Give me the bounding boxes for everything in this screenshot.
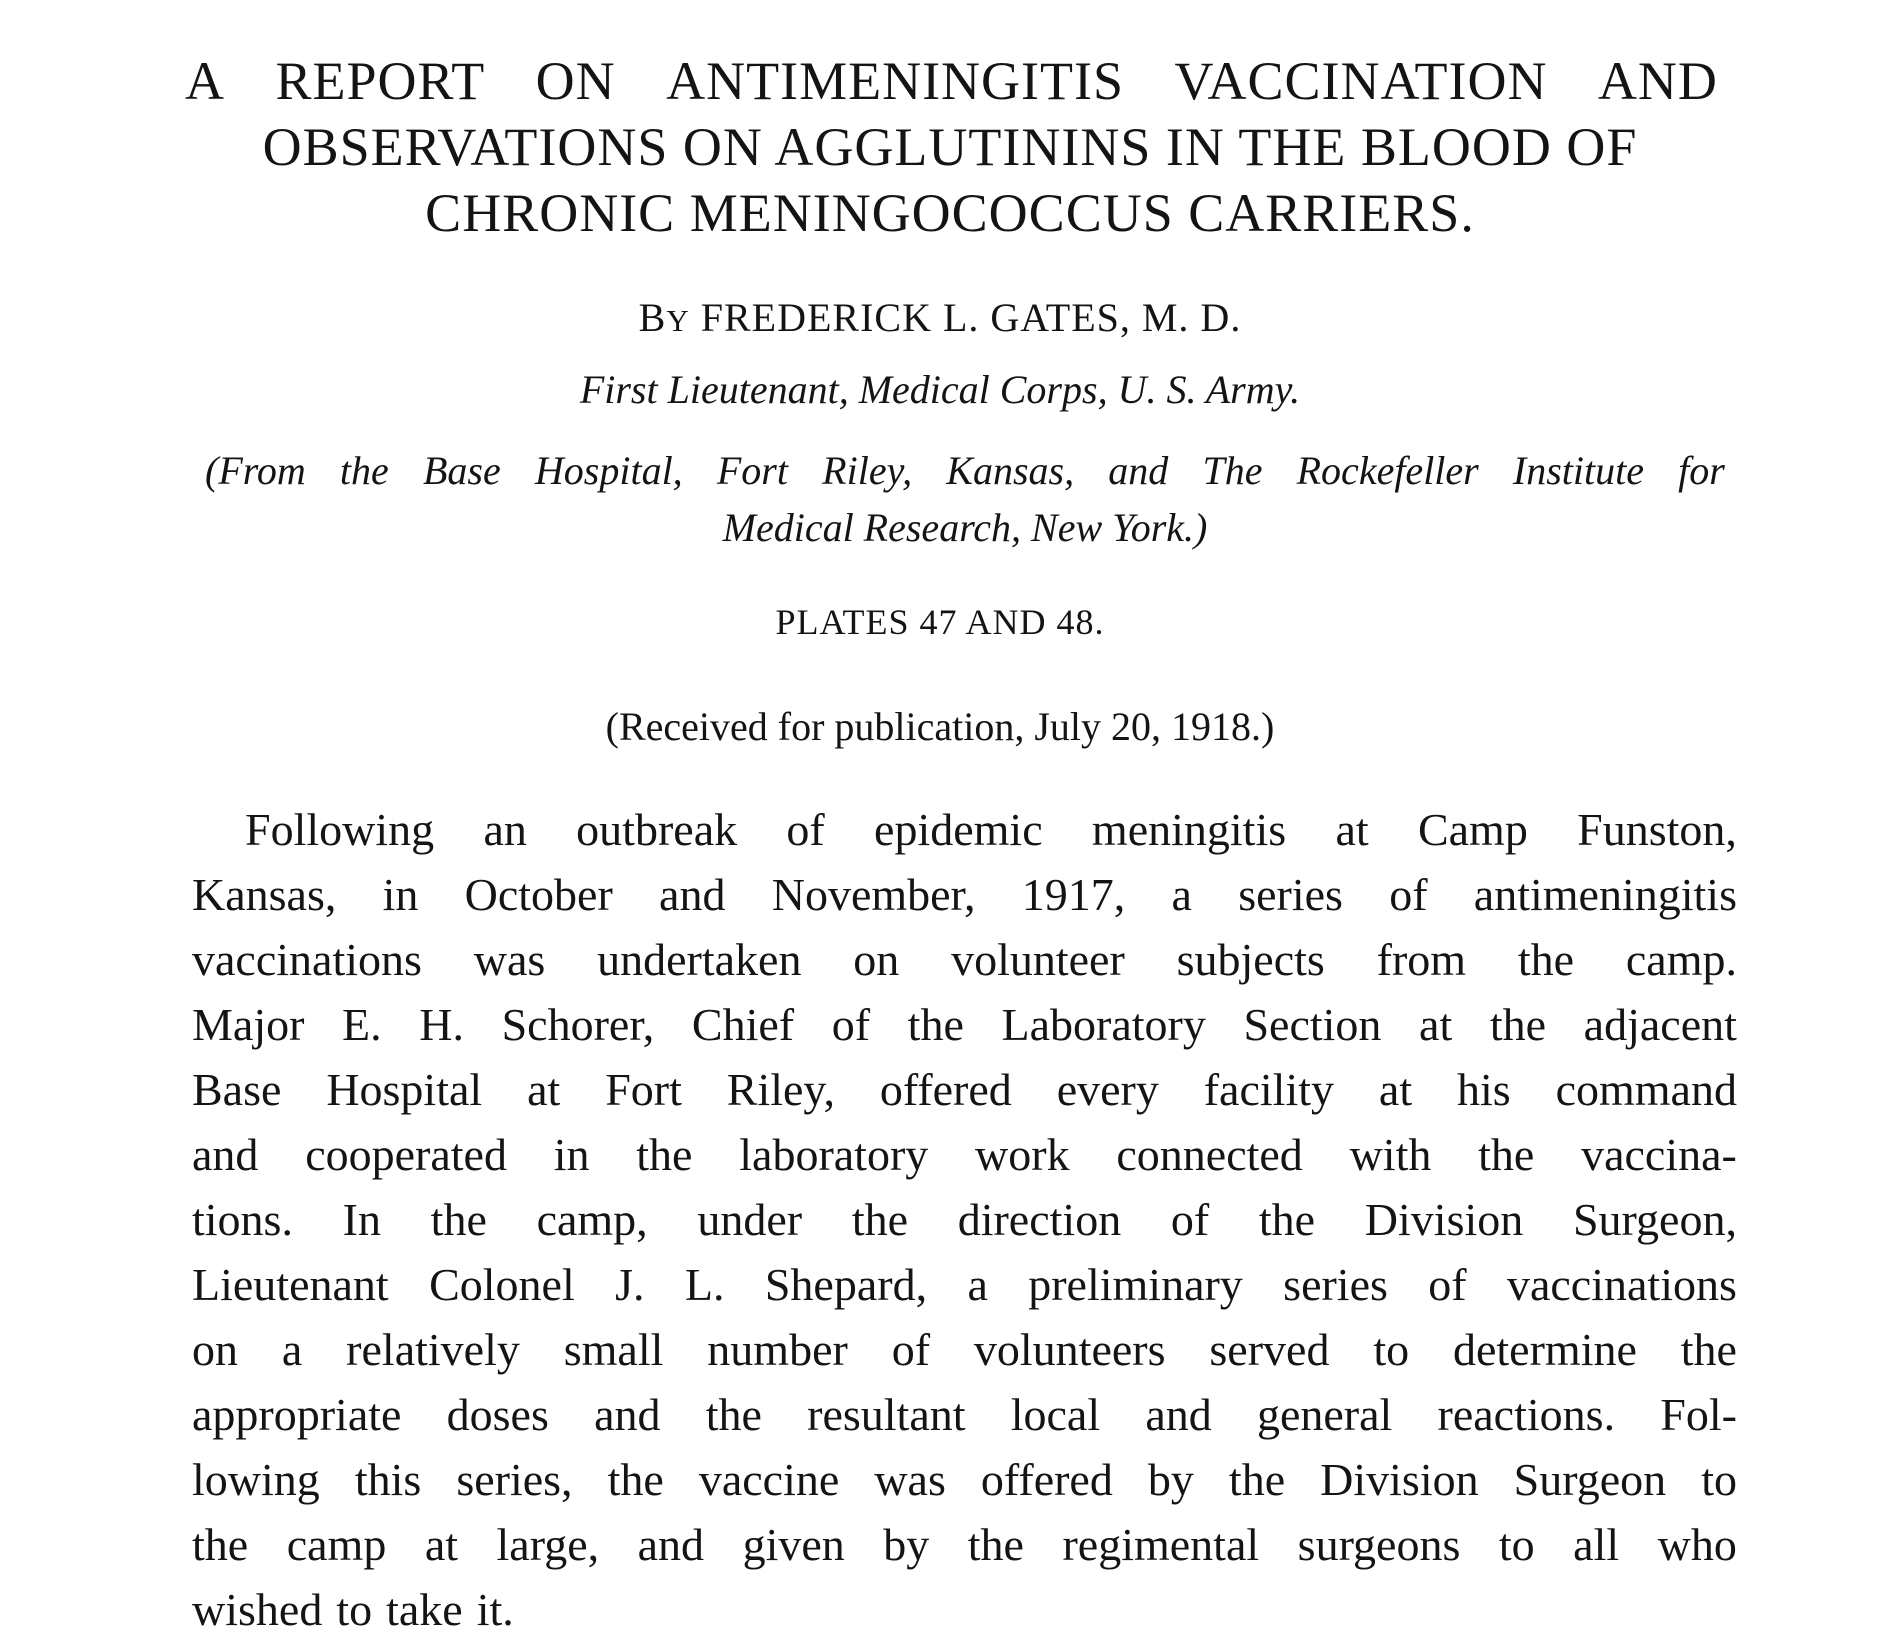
word: series, (456, 1454, 573, 1505)
word: Hospital (326, 1064, 483, 1115)
word: series (1283, 1259, 1388, 1310)
word: facility (1203, 1064, 1335, 1115)
word: Schorer, (501, 999, 655, 1050)
word: Kansas, (192, 869, 337, 920)
word: series (1238, 869, 1343, 920)
body-line (192, 1512, 1737, 1577)
word: Surgeon (1513, 1454, 1667, 1505)
word: epidemic (874, 804, 1043, 855)
word: of (891, 1324, 931, 1375)
word: to (1498, 1519, 1535, 1570)
word: camp. (1625, 934, 1737, 985)
body-line (192, 1382, 1737, 1447)
word: Shepard, (764, 1259, 928, 1310)
body-paragraph (192, 797, 1737, 1642)
word: general (1256, 1389, 1393, 1440)
affiliation-line-1 (205, 442, 1725, 499)
word: Chief (691, 999, 795, 1050)
word: the (1478, 1129, 1535, 1180)
word: H. (419, 999, 464, 1050)
word: Kansas, (946, 448, 1075, 493)
word: the (705, 1389, 762, 1440)
author-name: FREDERICK L. GATES, M. D. (700, 295, 1242, 340)
word: wished (192, 1584, 323, 1635)
word: at (424, 1519, 459, 1570)
word: volunteer (951, 934, 1125, 985)
word: a (967, 1259, 988, 1310)
word: AND (1597, 51, 1718, 111)
word: of (1389, 869, 1428, 920)
word: Division (1364, 1194, 1524, 1245)
word: (From (205, 448, 306, 493)
word: undertaken (597, 934, 802, 985)
word: the (339, 448, 389, 493)
word: to (1373, 1324, 1410, 1375)
word: outbreak (576, 804, 738, 855)
word: reactions. (1437, 1389, 1616, 1440)
word: small (563, 1324, 664, 1375)
word: the (192, 1519, 249, 1570)
word: served (1209, 1324, 1330, 1375)
author-affiliation (205, 442, 1725, 556)
word: given (742, 1519, 845, 1570)
word: take (386, 1584, 463, 1635)
word: vaccinations (192, 934, 422, 985)
body-line (192, 1187, 1737, 1252)
received-date: (Received for publication, July 20, 1918.) (605, 704, 1275, 749)
word: and (1145, 1389, 1212, 1440)
word: A (185, 51, 225, 111)
word: the (907, 999, 964, 1050)
word: Division (1320, 1454, 1479, 1505)
word: of (831, 999, 871, 1050)
word: the (1258, 1194, 1316, 1245)
word: Lieutenant (192, 1259, 389, 1310)
body-line (192, 1317, 1737, 1382)
word: Fol- (1660, 1389, 1737, 1440)
word: determine (1452, 1324, 1637, 1375)
word: laboratory (739, 1129, 929, 1180)
word: under (697, 1194, 803, 1245)
affiliation-line-2: Medical Research, New York.) (722, 505, 1208, 550)
word: command (1555, 1064, 1737, 1115)
word: J. (615, 1259, 645, 1310)
word: it. (476, 1584, 514, 1635)
word: Surgeon, (1572, 1194, 1737, 1245)
word: work (975, 1129, 1070, 1180)
plates-word: PLATES (775, 602, 910, 642)
word: the (1489, 999, 1547, 1050)
word: Rockefeller (1296, 448, 1479, 493)
word: offered (879, 1064, 1012, 1115)
word: a (281, 1324, 303, 1375)
word: Funston, (1577, 804, 1737, 855)
word: who (1657, 1519, 1737, 1570)
word: adjacent (1583, 999, 1737, 1050)
word: by (883, 1519, 930, 1570)
title-line-2: OBSERVATIONS ON AGGLUTININS IN THE BLOOD OF (262, 117, 1638, 177)
word: and (594, 1389, 661, 1440)
title-line-1 (185, 48, 1718, 114)
word: at (1378, 1064, 1413, 1115)
word: relatively (346, 1324, 520, 1375)
word: in (553, 1129, 590, 1180)
word: the (967, 1519, 1024, 1570)
word: large, (496, 1519, 600, 1570)
body-line (192, 992, 1737, 1057)
word: this (354, 1454, 422, 1505)
word: an (483, 804, 527, 855)
word: of (1428, 1259, 1467, 1310)
word: Major (192, 999, 305, 1050)
word: Riley, (822, 448, 913, 493)
body-line (192, 927, 1737, 992)
word: 1917, (1021, 869, 1126, 920)
word: November, (771, 869, 976, 920)
word: surgeons (1297, 1519, 1461, 1570)
word: camp (286, 1519, 387, 1570)
word: connected (1116, 1129, 1303, 1180)
word: his (1457, 1064, 1511, 1115)
word: resultant (807, 1389, 966, 1440)
word: at (1419, 999, 1453, 1050)
word: was (473, 934, 546, 985)
word: was (874, 1454, 946, 1505)
word: regimental (1062, 1519, 1260, 1570)
word: preliminary (1028, 1259, 1243, 1310)
word: Fort (716, 448, 788, 493)
word: every (1056, 1064, 1159, 1115)
word: meningitis (1091, 804, 1287, 855)
byline-prefix: BY (638, 295, 690, 340)
word: vaccina- (1581, 1129, 1737, 1180)
word: the (1228, 1454, 1286, 1505)
word: In (342, 1194, 381, 1245)
word: ON (535, 51, 616, 111)
word: number (707, 1324, 848, 1375)
word: and (637, 1519, 705, 1570)
word: the (1517, 934, 1575, 985)
author-rank: First Lieutenant, Medical Corps, U. S. Army. (579, 367, 1301, 412)
word: REPORT (275, 51, 486, 111)
word: subjects (1176, 934, 1325, 985)
word: to (336, 1584, 373, 1635)
article-title (150, 48, 1750, 246)
word: Institute (1512, 448, 1644, 493)
word: lowing (192, 1454, 320, 1505)
word: antimeningitis (1473, 869, 1737, 920)
word: Riley, (726, 1064, 835, 1115)
word: ANTIMENINGITIS (666, 51, 1125, 111)
word: vaccine (698, 1454, 840, 1505)
word: in (382, 869, 419, 920)
plates-and: AND (965, 602, 1047, 642)
word: vaccinations (1506, 1259, 1737, 1310)
word: Following (245, 804, 435, 855)
body-line (192, 1122, 1737, 1187)
word: volunteers (973, 1324, 1166, 1375)
title-line-3: CHRONIC MENINGOCOCCUS CARRIERS. (425, 183, 1475, 243)
plates-note (0, 601, 1880, 643)
word: with (1349, 1129, 1432, 1180)
word: cooperated (305, 1129, 507, 1180)
word: on (192, 1324, 238, 1375)
word: and (192, 1129, 259, 1180)
word: camp, (536, 1194, 648, 1245)
word: a (1171, 869, 1192, 920)
body-line (192, 1057, 1737, 1122)
author-byline (0, 294, 1880, 341)
word: The (1202, 448, 1263, 493)
word: doses (446, 1389, 549, 1440)
word: local (1010, 1389, 1101, 1440)
word: appropriate (192, 1389, 402, 1440)
word: of (786, 804, 825, 855)
body-line (192, 862, 1737, 927)
plates-number-2: 48. (1056, 602, 1105, 642)
word: Hospital, (534, 448, 683, 493)
word: L. (684, 1259, 725, 1310)
word: Base (422, 448, 501, 493)
word: to (1701, 1454, 1737, 1505)
word: E. (342, 999, 382, 1050)
word: the (636, 1129, 693, 1180)
word: Laboratory (1001, 999, 1206, 1050)
body-line (192, 797, 1737, 862)
word: from (1376, 934, 1467, 985)
word: the (851, 1194, 909, 1245)
word: for (1678, 448, 1725, 493)
word: all (1573, 1519, 1620, 1570)
word: direction (957, 1194, 1122, 1245)
word: and (1108, 448, 1169, 493)
word: the (607, 1454, 664, 1505)
word: tions. (192, 1194, 293, 1245)
word: the (430, 1194, 487, 1245)
word: and (659, 869, 726, 920)
word: October (464, 869, 613, 920)
word: VACCINATION (1174, 51, 1548, 111)
plates-number-1: 47 (919, 602, 958, 642)
word: of (1170, 1194, 1210, 1245)
word: by (1147, 1454, 1194, 1505)
word: Base (192, 1064, 282, 1115)
word: Section (1243, 999, 1382, 1050)
body-line (192, 1252, 1737, 1317)
body-line (192, 1447, 1737, 1512)
word: Camp (1417, 804, 1528, 855)
word: on (853, 934, 900, 985)
word: Fort (605, 1064, 682, 1115)
body-line (192, 1577, 1737, 1642)
word: Colonel (429, 1259, 575, 1310)
word: offered (980, 1454, 1113, 1505)
word: at (1335, 804, 1369, 855)
word: the (1680, 1324, 1737, 1375)
word: at (527, 1064, 561, 1115)
